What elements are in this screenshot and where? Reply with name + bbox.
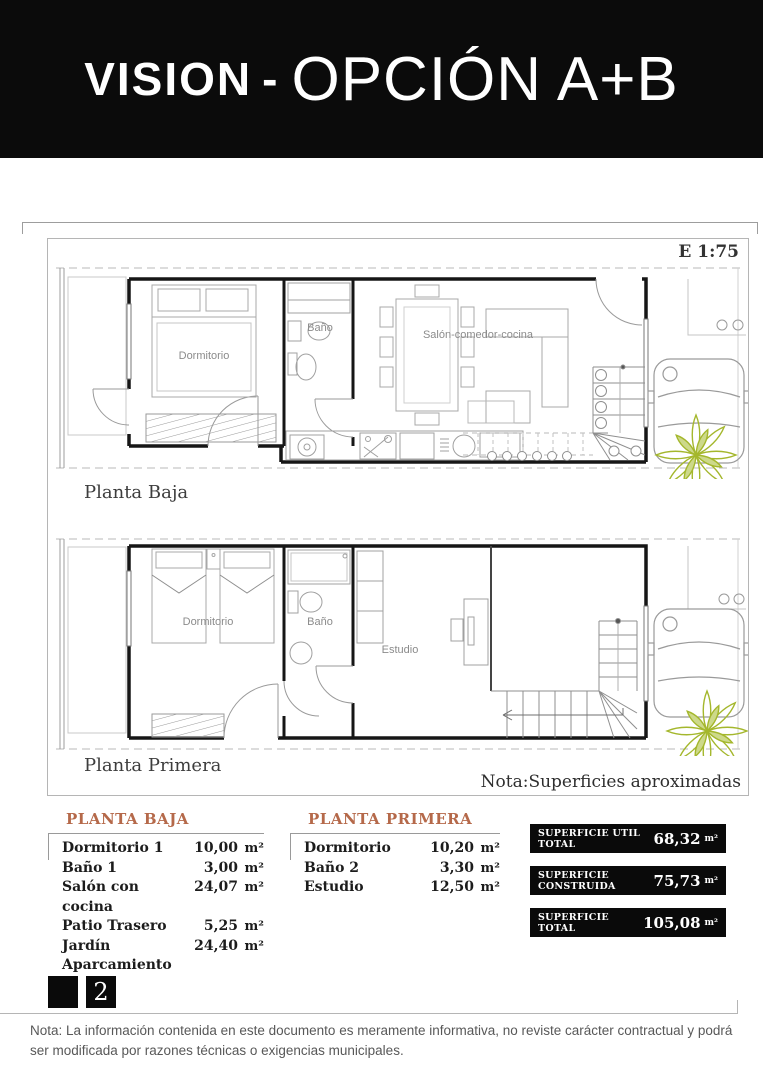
- legal-note: Nota: La información contenida en este documento es meramente informativa, no reviste carácter contractual y podrá ser modificada por razones técnicas o exigencias municipales.: [30, 1023, 733, 1058]
- option-title: OPCIÓN A+B: [291, 44, 679, 114]
- porch: [688, 279, 746, 335]
- first-bedroom-label: Dormitorio: [182, 616, 234, 628]
- sofa: [468, 309, 568, 423]
- page-number: 2: [86, 976, 116, 1008]
- double-bed: [152, 285, 256, 397]
- plant-icon: [667, 691, 747, 756]
- total-badge: SUPERFICIE UTIL TOTAL 68,32 m²: [530, 824, 726, 853]
- table-row: Baño 2 3,30 m²: [304, 859, 500, 876]
- first-floor-table: [290, 810, 500, 898]
- table-row: Jardín Aparcamiento 24,40 m²: [62, 937, 264, 973]
- ground-bath-label: Baño: [307, 322, 333, 334]
- top-frame-bracket: [22, 222, 758, 234]
- walls: [129, 546, 646, 738]
- bathroom-fixtures: [288, 550, 350, 664]
- window: [127, 304, 648, 427]
- porch: [688, 546, 746, 609]
- ground-floor-caption: Planta Baja: [84, 482, 189, 503]
- brand-name: VISION: [84, 53, 253, 105]
- first-study-label: Estudio: [381, 644, 419, 656]
- stairs: [491, 619, 637, 739]
- ground-floor-table: [48, 810, 264, 976]
- bottom-frame-bracket: [0, 1000, 738, 1014]
- first-table-title: PLANTA PRIMERA: [308, 810, 473, 828]
- wardrobe: [146, 414, 276, 442]
- table-row: Dormitorio 10,20 m²: [304, 840, 500, 856]
- title-separator: -: [262, 53, 278, 105]
- study-furniture: [357, 551, 488, 665]
- twin-beds: [152, 549, 274, 643]
- table-row: Estudio 12,50 m²: [304, 879, 500, 895]
- table-row: Baño 1 3,00 m²: [62, 859, 264, 876]
- first-bath-label: Baño: [307, 616, 333, 628]
- total-badge: SUPERFICIE CONSTRUIDA 75,73 m²: [530, 866, 726, 895]
- title-bar: [0, 0, 763, 158]
- car-icon: [648, 609, 748, 717]
- wardrobe: [152, 714, 224, 737]
- ground-bedroom-label: Dormitorio: [178, 350, 230, 362]
- table-row: Dormitorio 1 10,00 m²: [62, 840, 264, 856]
- first-floor-plan: [48, 531, 748, 756]
- plan-sheet: [47, 238, 749, 796]
- stairs: [463, 365, 645, 461]
- table-row: Patio Trasero 5,25 m²: [62, 918, 264, 934]
- surface-totals: [530, 824, 726, 950]
- ground-table-title: PLANTA BAJA: [66, 810, 189, 828]
- total-badge: SUPERFICIE TOTAL 105,08 m²: [530, 908, 726, 937]
- scale-label: E 1:75: [678, 242, 739, 262]
- ground-floor-plan: [48, 259, 748, 479]
- table-row: Salón con cocina 24,07 m²: [62, 879, 264, 915]
- first-floor-caption: Planta Primera: [84, 755, 222, 776]
- window: [127, 571, 648, 701]
- dining-table: [380, 285, 474, 425]
- ground-living-label: Salón-comedor-cocina: [422, 329, 534, 341]
- door-arcs: [224, 666, 353, 738]
- surfaces-note: Nota:Superficies aproximadas: [480, 772, 741, 792]
